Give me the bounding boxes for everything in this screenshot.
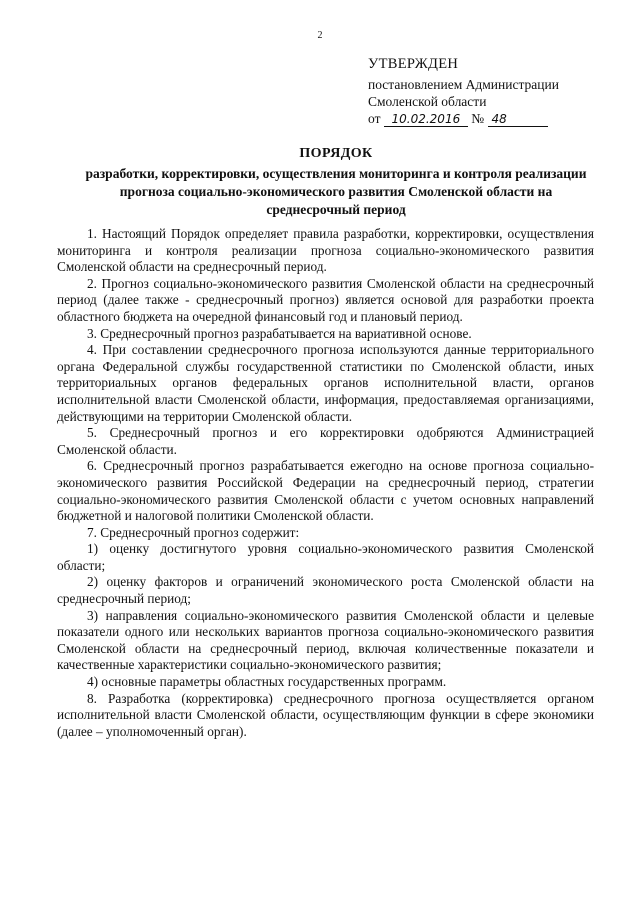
list-item-2: 2) оценку факторов и ограничений экономического роста Смоленской области на среднесрочный период; <box>57 574 594 607</box>
approval-number: 48 <box>488 113 548 127</box>
title-subtitle: разработки, корректировки, осуществления мониторинга и контроля реализации прогноза социально-экономического развития Смоленской области на среднесрочный период <box>85 166 587 217</box>
paragraph-5: 5. Среднесрочный прогноз и его корректировки одобряются Администрацией Смоленской области. <box>57 425 594 457</box>
approval-date-line <box>368 110 628 127</box>
paragraph-2: 2. Прогноз социально-экономического развития Смоленской области на среднесрочный период (далее также - среднесрочный прогноз) является основой для разработки проекта областного бюджета на очередной финансовый год и плановый период. <box>57 275 594 324</box>
date-prefix: от <box>368 111 381 126</box>
approval-date: 10.02.2016 <box>384 113 468 127</box>
paragraph-3: 3. Среднесрочный прогноз разрабатывается на вариативной основе. <box>87 325 472 341</box>
list-item-3: 3) направления социально-экономического развития Смоленской области и целевые показатели одного или нескольких вариантов прогноза социально-экономического развития Смоленской области на среднесрочный период, включая количественные показатели и качественные характеристики социально-экономического развития; <box>57 607 594 673</box>
page-number: 2 <box>317 30 323 41</box>
list-item-1: 1) оценку достигнутого уровня социально-экономического развития Смоленской области; <box>57 541 594 573</box>
approval-stamp <box>368 56 628 127</box>
paragraph-6: 6. Среднесрочный прогноз разрабатывается ежегодно на основе прогноза социально-экономического развития Российской Федерации на среднесрочный период, стратегии социально-экономического развития Смоленской области с учетом основных направлений бюджетной и налоговой политики Смоленской области. <box>57 458 594 524</box>
approval-line-1: постановлением Администрации <box>368 77 559 92</box>
approval-heading: УТВЕРЖДЕН <box>368 56 459 72</box>
paragraph-7: 7. Среднесрочный прогноз содержит: <box>87 524 300 540</box>
document-body <box>57 226 594 740</box>
document-title <box>76 145 596 219</box>
paragraph-8: 8. Разработка (корректировка) среднесрочного прогноза осуществляется органом исполнительной власти Смоленской области, осуществляющим функции в сфере экономики (далее – уполномоченный орган). <box>57 690 594 739</box>
paragraph-4: 4. При составлении среднесрочного прогноза используются данные территориального органа Федеральной службы государственной статистики по Смоленской области, иных территориальных органов федеральных органов исполнительной власти, органов исполнительной власти Смоленской области, информация, предоставляемая организациями, действующими на территории Смоленской области. <box>57 342 594 424</box>
list-item-4: 4) основные параметры областных государственных программ. <box>87 674 447 690</box>
approval-line-2: Смоленской области <box>368 94 487 109</box>
paragraph-1: 1. Настоящий Порядок определяет правила разработки, корректировки, осуществления мониторинга и контроля реализации прогноза социально-экономического развития Смоленской области на среднесрочный период. <box>57 226 594 275</box>
number-prefix: № <box>471 111 485 126</box>
title-main: ПОРЯДОК <box>299 146 373 161</box>
